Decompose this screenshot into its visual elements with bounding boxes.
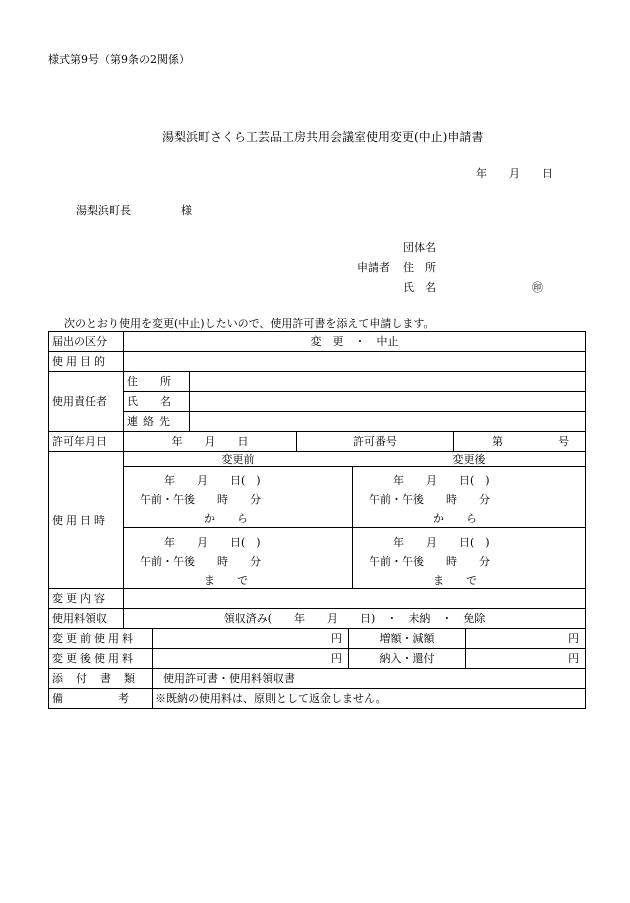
applicant-name-label: 氏 名 <box>403 281 436 294</box>
remarks-label: 備 考 <box>49 689 153 709</box>
fee-before-label: 変更前使用料 <box>49 629 153 649</box>
after-from: か ら <box>433 512 477 525</box>
resp-name-label: 氏 名 <box>124 392 190 412</box>
resp-address-label: 住 所 <box>124 372 190 392</box>
row-permit <box>49 432 586 452</box>
row-fee-after <box>49 649 586 669</box>
addressee-honorific: 様 <box>181 204 192 217</box>
attachments-value: 使用許可書・使用料領収書 <box>153 669 586 689</box>
intro-text: 次のとおり使用を変更(中止)したいので、使用許可書を添えて申請します。 <box>64 317 435 330</box>
increase-decrease[interactable]: 増額・減額 <box>349 629 466 649</box>
fee-receipt-value[interactable]: 領収済み( 年 月 日) ・ 未納 ・ 免除 <box>124 609 586 629</box>
before-start-date[interactable]: 年 月 日( ) <box>164 474 261 487</box>
row-purpose <box>49 352 586 372</box>
resp-address-field[interactable] <box>190 372 586 392</box>
permit-date-label: 許可年月日 <box>49 432 124 452</box>
attachments-label: 添付書類 <box>49 669 153 689</box>
remarks-value: ※既納の使用料は、原則として返金しません。 <box>153 689 586 709</box>
pay-refund[interactable]: 納入・還付 <box>349 649 466 669</box>
row-resp-address <box>49 372 586 392</box>
resp-name-field[interactable] <box>190 392 586 412</box>
row-resp-name <box>49 392 586 412</box>
before-label: 変更前 <box>221 453 255 466</box>
permit-no-dai: 第 <box>492 435 503 448</box>
application-form-table <box>48 331 586 709</box>
fee-after-amount[interactable]: 円 <box>153 649 349 669</box>
diff-amount-1[interactable]: 円 <box>466 629 586 649</box>
permit-no-go: 号 <box>558 435 570 448</box>
group-name-label: 団体名 <box>403 241 436 254</box>
form-number: 様式第9号（第9条の2関係） <box>48 53 190 66</box>
notice-type-value[interactable]: 変 更 ・ 中止 <box>124 332 586 352</box>
fee-after-label: 変更後使用料 <box>49 649 153 669</box>
before-start-time[interactable]: 午前・午後 時 分 <box>140 493 261 506</box>
permit-number-value[interactable] <box>454 432 586 452</box>
after-start-time[interactable]: 午前・午後 時 分 <box>369 493 490 506</box>
purpose-label: 使用目的 <box>49 352 124 372</box>
after-end-time[interactable]: 午前・午後 時 分 <box>369 555 490 568</box>
before-from: か ら <box>204 512 248 525</box>
row-resp-contact <box>49 412 586 432</box>
before-end-time[interactable]: 午前・午後 時 分 <box>140 555 261 568</box>
notice-type-label: 届出の区分 <box>49 332 124 352</box>
row-fee-before <box>49 629 586 649</box>
row-notice-type <box>49 332 586 352</box>
before-end-date[interactable]: 年 月 日( ) <box>164 536 261 549</box>
seal-mark: ㊞ <box>532 281 543 294</box>
permit-date-value[interactable]: 年 月 日 <box>124 432 297 452</box>
row-attachments <box>49 669 586 689</box>
fee-before-amount[interactable]: 円 <box>153 629 349 649</box>
page-title: 湯梨浜町さくら工芸品工房共用会議室使用変更(中止)申請書 <box>162 130 484 144</box>
after-until: ま で <box>433 574 477 587</box>
row-remarks <box>49 689 586 709</box>
fee-receipt-label: 使用料領収 <box>49 609 124 629</box>
after-label: 変更後 <box>452 453 486 466</box>
responsible-label: 使用責任者 <box>49 372 124 432</box>
resp-contact-field[interactable] <box>190 412 586 432</box>
diff-amount-2[interactable]: 円 <box>466 649 586 669</box>
usage-datetime-label: 使用日時 <box>49 452 124 589</box>
row-usage-datetime <box>49 452 586 589</box>
permit-number-label: 許可番号 <box>297 432 454 452</box>
change-content-label: 変更内容 <box>49 589 124 609</box>
row-change-content <box>49 589 586 609</box>
before-until: ま で <box>204 574 248 587</box>
usage-datetime-block <box>124 452 586 589</box>
purpose-field[interactable] <box>124 352 586 372</box>
after-end-date[interactable]: 年 月 日( ) <box>393 536 490 549</box>
applicant-label: 申請者 <box>357 261 390 274</box>
date-line: 年 月 日 <box>476 167 553 180</box>
change-content-field[interactable] <box>124 589 586 609</box>
addressee: 湯梨浜町長 <box>76 204 131 217</box>
row-fee-receipt <box>49 609 586 629</box>
resp-contact-label: 連絡先 <box>124 412 190 432</box>
after-start-date[interactable]: 年 月 日( ) <box>393 474 490 487</box>
applicant-address-label: 住 所 <box>403 261 436 274</box>
